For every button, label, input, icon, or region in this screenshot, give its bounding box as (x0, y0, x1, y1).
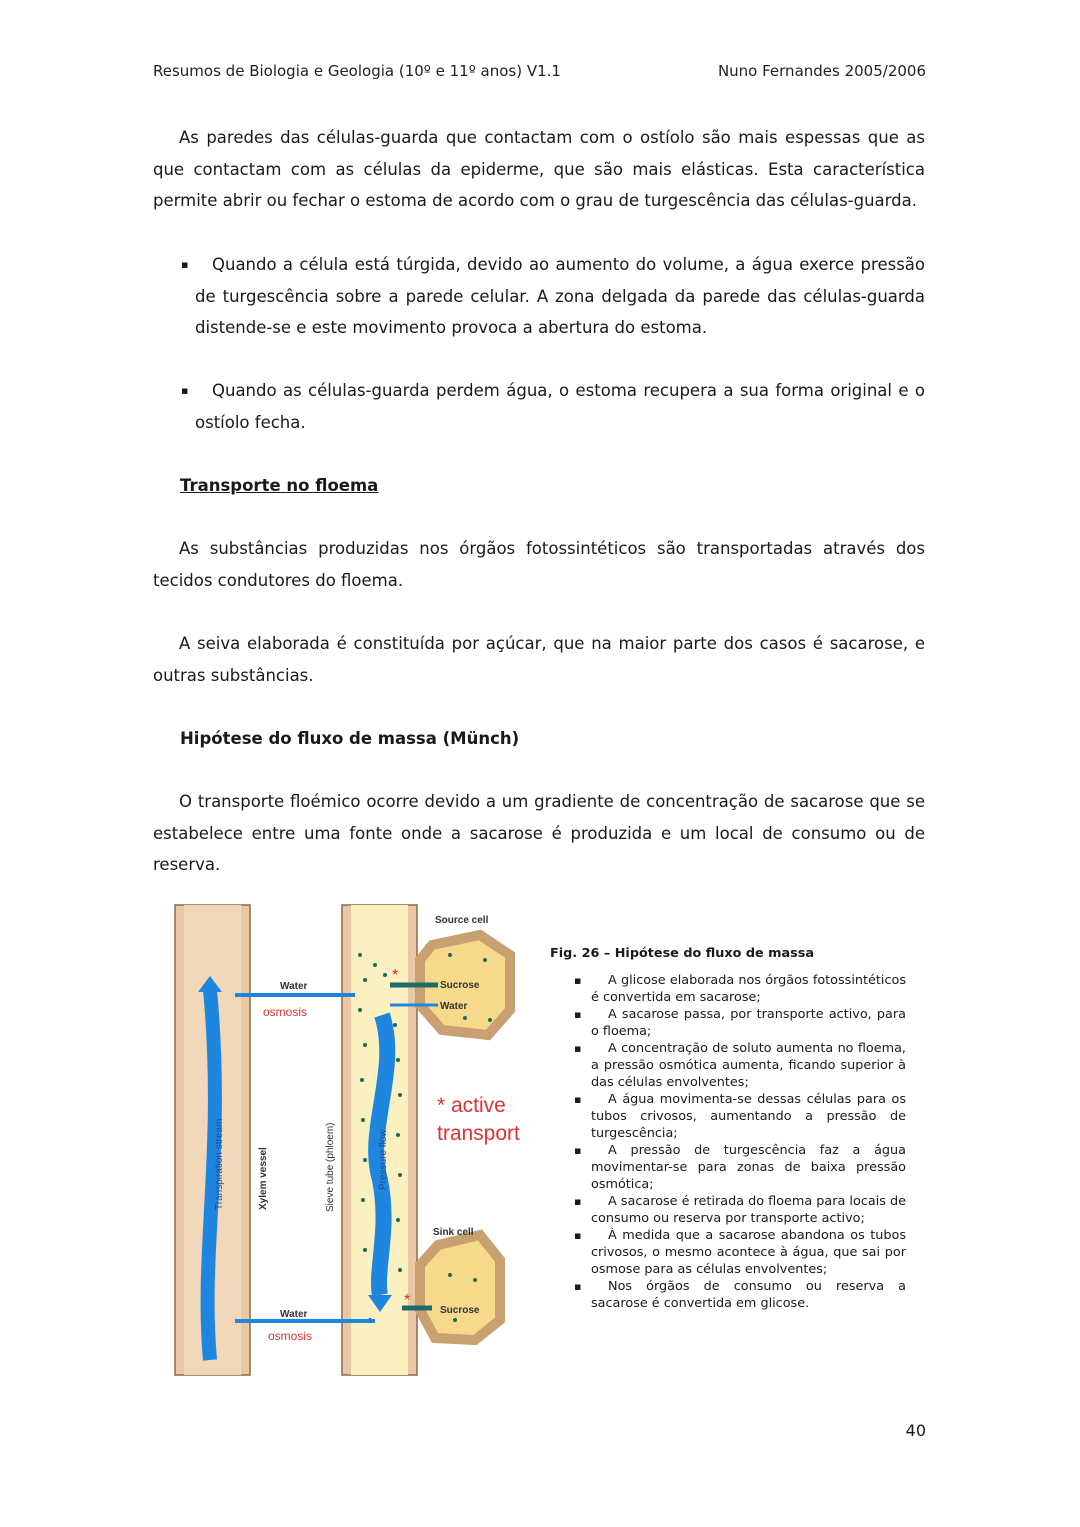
sink-cell (420, 1235, 500, 1340)
bullet-item (181, 375, 925, 438)
header-author: Nuno Fernandes 2005/2006 (717, 62, 926, 80)
bullet-icon: ▪ (181, 384, 189, 397)
bullet-item (181, 249, 925, 344)
caption-item: ▪ À medida que a sacarose abandona os tubos crivosos, o mesmo acontece à água, que sai por osmose para as células envolventes; (591, 1227, 906, 1278)
caption-item: ▪ A sacarose passa, por transporte activo, para o floema; (591, 1006, 906, 1040)
bullet-text: Quando as células-guarda perdem água, o estoma recupera a sua forma original e o ostíolo fecha. (195, 381, 925, 432)
phloem-transport-diagram (170, 900, 540, 1380)
asterisk-icon: * (392, 967, 399, 984)
label-xylem-vessel: Xylem vessel (258, 1147, 269, 1210)
label-water: Water (280, 1309, 308, 1320)
bullet-text: Quando a célula está túrgida, devido ao aumento do volume, a água exerce pressão de turgescência sobre a parede celular. A zona delgada da parede das células-guarda distende-se e este movimento provoca a abertura do estoma. (195, 255, 925, 337)
caption-item: ▪ A glicose elaborada nos órgãos fotossintéticos é convertida em sacarose; (591, 972, 906, 1006)
figure-caption (550, 945, 906, 1312)
paragraph: A seiva elaborada é constituída por açúcar, que na maior parte dos casos é sacarose, e outras substâncias. (153, 634, 925, 685)
label-pressure-flow: Pressure flow (378, 1129, 389, 1190)
asterisk-icon: * (404, 1292, 411, 1309)
label-transpiration-stream: Transpiration stream (214, 1118, 225, 1210)
label-sieve-tube: Sieve tube (phloem) (325, 1122, 336, 1212)
caption-item: ▪ A sacarose é retirada do floema para locais de consumo ou reserva por transporte activo; (591, 1193, 906, 1227)
section-heading: Transporte no floema (180, 476, 379, 495)
caption-item: ▪ A água movimenta-se dessas células para os tubos crivosos, aumentando a pressão de turgescência; (591, 1091, 906, 1142)
label-active: * active (437, 1094, 506, 1117)
label-sucrose: Sucrose (440, 1305, 480, 1316)
paragraph: As substâncias produzidas nos órgãos fotossintéticos são transportadas através dos tecidos condutores do floema. (153, 539, 925, 590)
label-transport: transport (437, 1122, 520, 1145)
label-water: Water (280, 981, 308, 992)
label-source-cell: Source cell (435, 915, 489, 926)
caption-item: ▪ A concentração de soluto aumenta no floema, a pressão osmótica aumenta, ficando superior à das células envolventes; (591, 1040, 906, 1091)
page-number: 40 (905, 1421, 926, 1440)
bullet-icon: ▪ (181, 258, 189, 271)
paragraph: O transporte floémico ocorre devido a um gradiente de concentração de sacarose que se estabelece entre uma fonte onde a sacarose é produzida e um local de consumo ou de reserva. (153, 792, 925, 874)
label-osmosis: osmosis (268, 1329, 313, 1343)
caption-list (550, 972, 906, 1312)
caption-title: Fig. 26 – Hipótese do fluxo de massa (550, 946, 814, 961)
label-water: Water (440, 1001, 468, 1012)
caption-item: ▪ Nos órgãos de consumo ou reserva a sacarose é convertida em glicose. (591, 1278, 906, 1312)
label-osmosis: osmosis (263, 1005, 308, 1019)
caption-item: ▪ A pressão de turgescência faz a água movimentar-se para zonas de baixa pressão osmótica; (591, 1142, 906, 1193)
subsection-heading: Hipótese do fluxo de massa (Münch) (180, 729, 520, 748)
paragraph: As paredes das células-guarda que contactam com o ostíolo são mais espessas que as que contactam com as células da epiderme, que são mais elásticas. Esta característica permite abrir ou fechar o estoma de acordo com o grau de turgescência das células-guarda. (153, 128, 925, 210)
header-title: Resumos de Biologia e Geologia (10º e 11º anos) V1.1 (153, 62, 561, 80)
label-sucrose: Sucrose (440, 980, 480, 991)
label-sink-cell: Sink cell (433, 1227, 474, 1238)
